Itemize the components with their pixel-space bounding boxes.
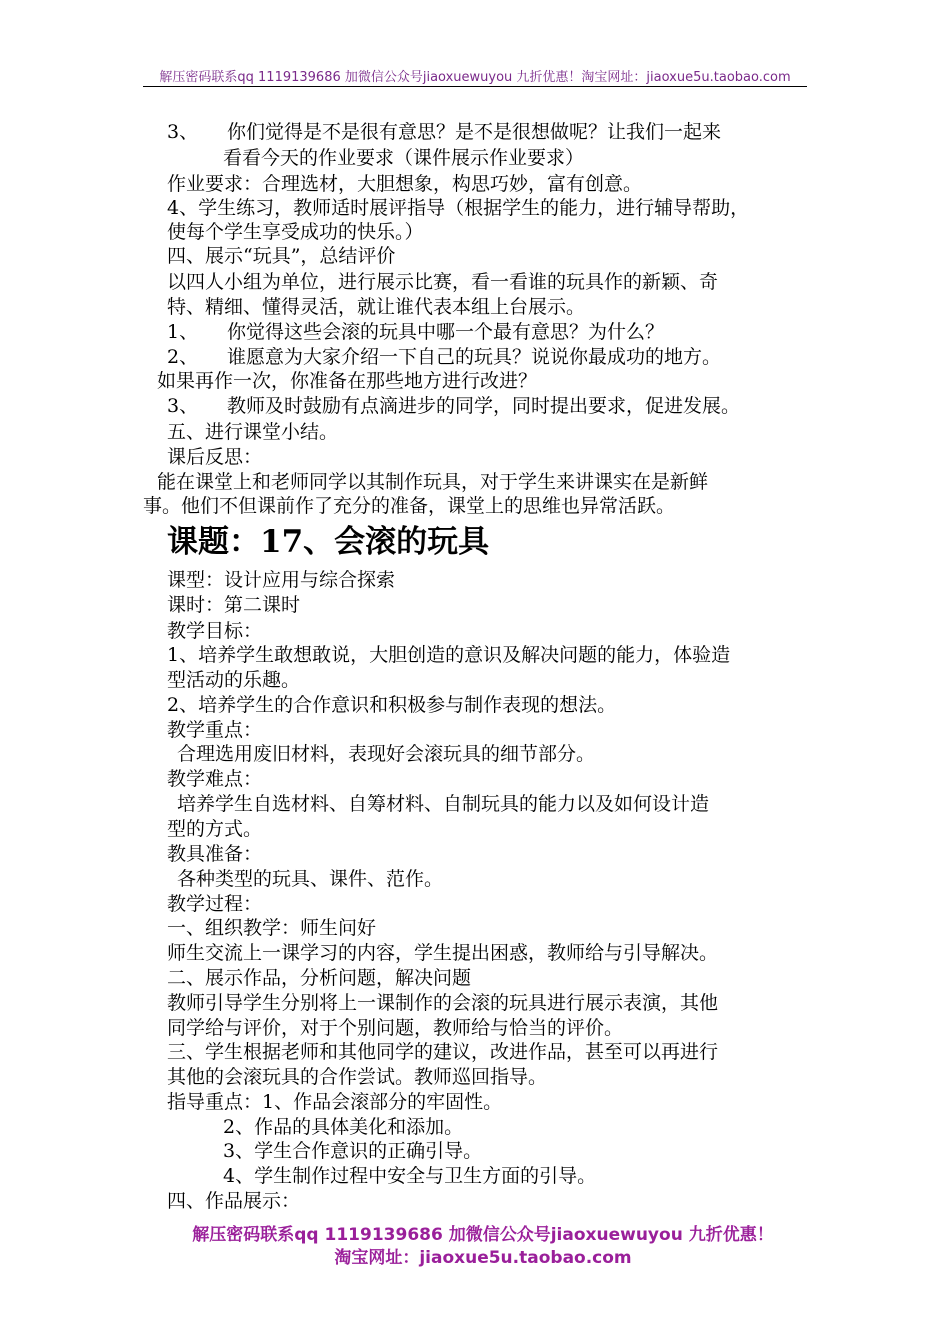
text-line: 型活动的乐趣。: [167, 669, 301, 691]
text-line: 事。他们不但课前作了充分的准备，课堂上的思维也异常活跃。: [143, 495, 676, 517]
text-line: 2、培养学生的合作意识和积极参与制作表现的想法。: [167, 694, 617, 716]
text-line: 能在课堂上和老师同学以其制作玩具，对于学生来讲课实在是新鲜: [157, 471, 709, 493]
text-line: [167, 345, 721, 369]
text-line: 教学过程：: [167, 893, 263, 915]
text-line: [167, 394, 740, 418]
text-line: 4、学生制作过程中安全与卫生方面的引导。: [223, 1165, 597, 1187]
header-divider: [143, 86, 807, 87]
list-text: 教师及时鼓励有点滴进步的同学，同时提出要求，促进发展。: [227, 395, 741, 417]
text-line: 四、展示“玩具”，总结评价: [167, 245, 396, 267]
text-line: 一、组织教学：师生问好: [167, 917, 377, 939]
text-line: 2、作品的具体美化和添加。: [223, 1116, 464, 1138]
list-text: 你们觉得是不是很有意思？是不是很想做呢？让我们一起来: [227, 121, 722, 143]
text-line: 二、展示作品，分析问题，解决问题: [167, 967, 472, 989]
text-line: 同学给与评价，对于个别问题，教师给与恰当的评价。: [167, 1017, 624, 1039]
text-line: 4、学生练习，教师适时展评指导（根据学生的能力，进行辅导帮助，: [167, 197, 750, 219]
text-line: 以四人小组为单位，进行展示比赛，看一看谁的玩具作的新颖、奇: [167, 271, 719, 293]
text-line: 作业要求：合理选材，大胆想象，构思巧妙，富有创意。: [167, 173, 643, 195]
text-line: 四、作品展示：: [167, 1190, 301, 1212]
text-line: 教师引导学生分别将上一课制作的会滚的玩具进行展示表演，其他: [167, 992, 719, 1014]
text-line: 使每个学生享受成功的快乐。）: [167, 221, 424, 243]
list-text: 你觉得这些会滚的玩具中哪一个最有意思？为什么？: [227, 321, 665, 343]
text-line: 课时：第二课时: [167, 594, 301, 616]
text-line: 各种类型的玩具、课件、范作。: [177, 868, 444, 890]
text-line: 合理选用废旧材料，表现好会滚玩具的细节部分。: [177, 743, 596, 765]
list-text: 谁愿意为大家介绍一下自己的玩具？说说你最成功的地方。: [227, 346, 722, 368]
text-line: [167, 320, 664, 344]
text-line: 如果再作一次，你准备在那些地方进行改进？: [157, 370, 538, 392]
text-line: 师生交流上一课学习的内容，学生提出困惑，教师给与引导解决。: [167, 942, 719, 964]
text-line: 其他的会滚玩具的合作尝试。教师巡回指导。: [167, 1066, 548, 1088]
text-line: 教具准备：: [167, 843, 263, 865]
text-line: 教学重点：: [167, 719, 263, 741]
list-number: 3、: [167, 395, 199, 417]
list-number: 1、: [167, 321, 199, 343]
text-line: 型的方式。: [167, 818, 263, 840]
text-line: 3、学生合作意识的正确引导。: [223, 1140, 483, 1162]
text-line: 教学目标：: [167, 620, 263, 642]
text-line: 指导重点：1、作品会滚部分的牢固性。: [167, 1091, 503, 1113]
text-line: 特、精细、懂得灵活，就让谁代表本组上台展示。: [167, 296, 586, 318]
text-line: 三、学生根据老师和其他同学的建议，改进作品，甚至可以再进行: [167, 1041, 719, 1063]
page-header: 解压密码联系qq 1119139686 加微信公众号jiaoxuewuyou 九折优惠！淘宝网址：jiaoxue5u.taobao.com: [159, 70, 791, 85]
text-line: 课型：设计应用与综合探索: [167, 569, 396, 591]
text-line: 五、进行课堂小结。: [167, 421, 339, 443]
footer-line-1: 解压密码联系qq 1119139686 加微信公众号jiaoxuewuyou 九折优惠！: [192, 1225, 774, 1245]
text-line: 1、培养学生敢想敢说，大胆创造的意识及解决问题的能力，体验造: [167, 644, 731, 666]
text-line: 教学难点：: [167, 768, 263, 790]
list-number: 3、: [167, 121, 199, 143]
list-number: 2、: [167, 346, 199, 368]
text-line: 课后反思：: [167, 446, 263, 468]
text-line: 看看今天的作业要求（课件展示作业要求）: [223, 147, 585, 169]
text-line: 培养学生自选材料、自筹材料、自制玩具的能力以及如何设计造: [177, 793, 710, 815]
text-line: [167, 120, 721, 144]
footer-line-2: 淘宝网址：jiaoxue5u.taobao.com: [334, 1248, 632, 1268]
lesson-title: 课题：17、会滚的玩具: [167, 524, 490, 560]
